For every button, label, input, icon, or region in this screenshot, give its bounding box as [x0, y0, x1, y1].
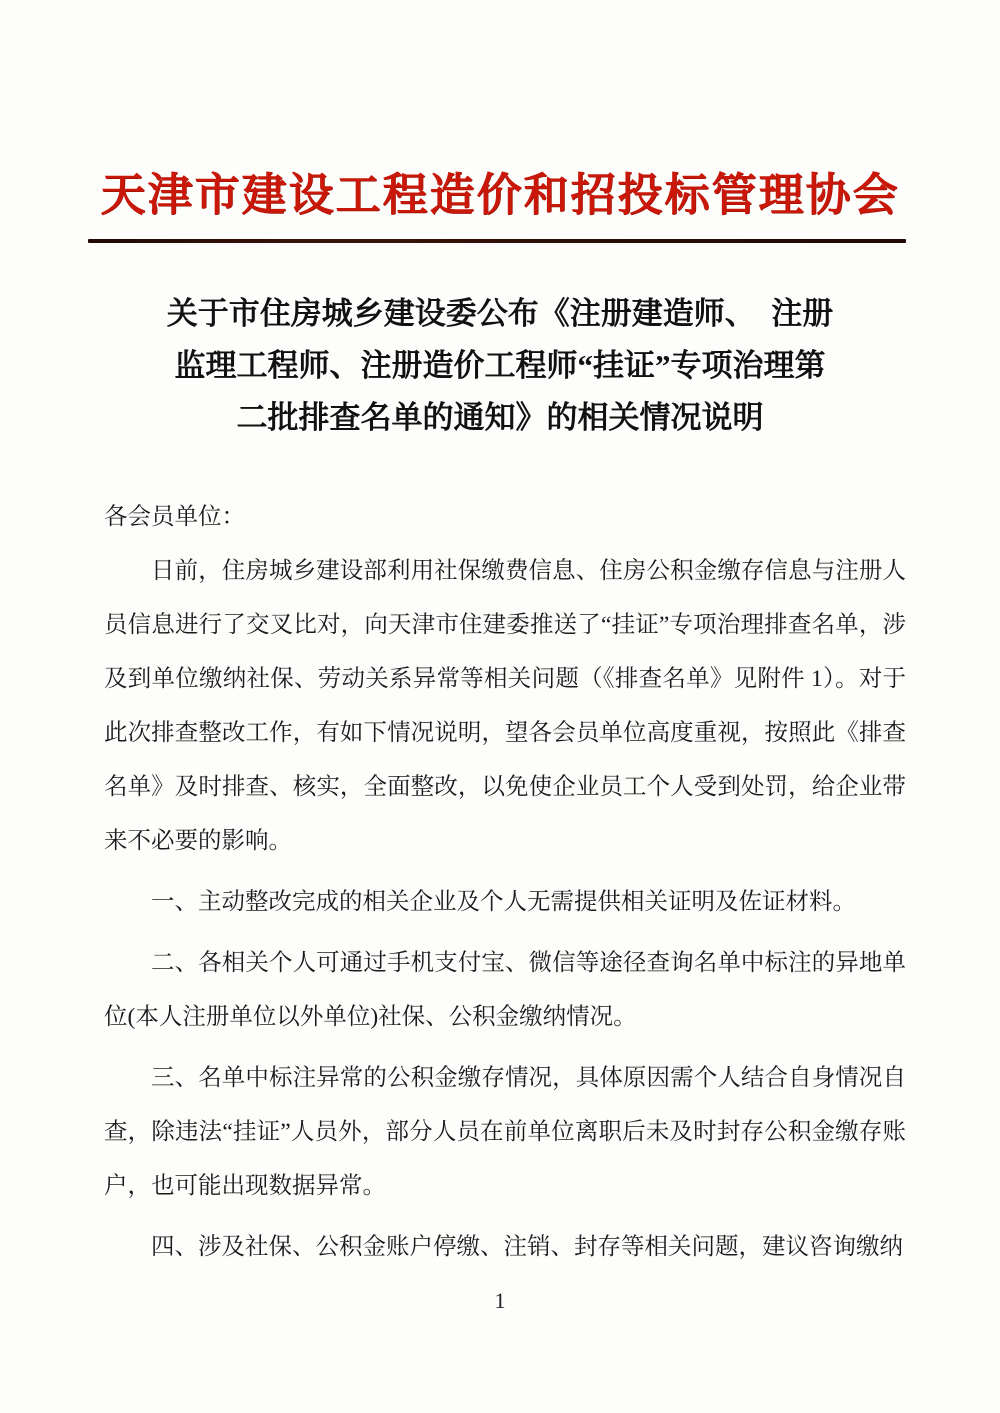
- paragraph-item-3: 三、名单中标注异常的公积金缴存情况，具体原因需个人结合自身情况自查，除违法“挂证”人员外，部分人员在前单位离职后未及时封存公积金缴存账户，也可能出现数据异常。: [104, 1065, 906, 1199]
- paragraph-intro: 日前，住房城乡建设部利用社保缴费信息、住房公积金缴存信息与注册人员信息进行了交叉比对，向天津市住建委推送了“挂证”专项治理排查名单，涉及到单位缴纳社保、劳动关系异常等相关问题（《排查名单》见附件 1）。对于此次排查整改工作，有如下情况说明，望各会员单位高度重视，按照此《排查名单》及时排查、核实，全面整改，以免使企业员工个人受到处罚，给企业带来不必要的影响。: [104, 558, 906, 854]
- org-header-title: 天津市建设工程造价和招投标管理协会: [100, 170, 900, 220]
- page-number: 1: [494, 1288, 506, 1313]
- paragraph-item-2: 二、各相关个人可通过手机支付宝、微信等途径查询名单中标注的异地单位(本人注册单位以外单位)社保、公积金缴纳情况。: [104, 950, 906, 1030]
- paragraph-item-1: 一、主动整改完成的相关企业及个人无需提供相关证明及佐证材料。: [151, 889, 856, 915]
- paragraph-item-4: 四、涉及社保、公积金账户停缴、注销、封存等相关问题，建议咨询缴纳: [151, 1234, 903, 1260]
- document-title-line-2: 监理工程师、注册造价工程师“挂证”专项治理第: [174, 348, 826, 383]
- document-title-line-3: 二批排查名单的通知》的相关情况说明: [236, 400, 764, 435]
- document-title-line-1: 关于市住房城乡建设委公布《注册建造师、 注册: [166, 296, 834, 331]
- header-divider: [88, 239, 906, 243]
- document-body: [104, 490, 906, 1274]
- document-title: [0, 288, 1000, 444]
- salutation: 各会员单位：: [104, 504, 245, 530]
